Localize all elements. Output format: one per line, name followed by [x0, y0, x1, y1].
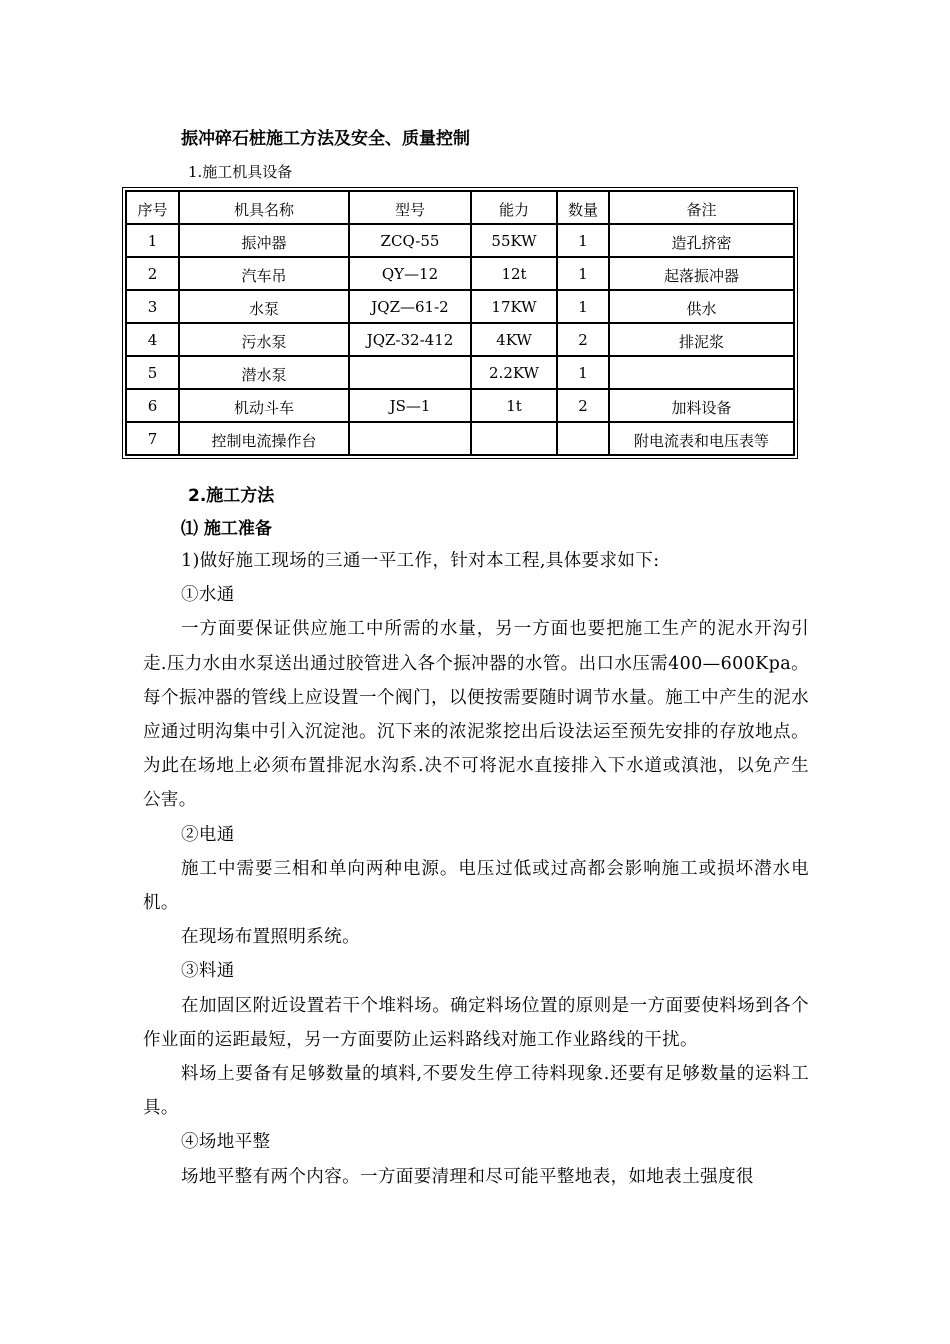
table-cell: 起落振冲器: [609, 257, 794, 290]
table-row: [126, 323, 794, 356]
equipment-table: [125, 190, 795, 456]
paragraph: 1)做好施工现场的三通一平工作，针对本工程,具体要求如下:: [181, 551, 660, 571]
table-cell: 造孔挤密: [609, 224, 794, 257]
table-cell: 55KW: [471, 224, 557, 257]
paragraph: ①水通: [181, 585, 235, 606]
table-cell: [609, 356, 794, 389]
table-cell: 潜水泵: [179, 356, 349, 389]
table-cell: 附电流表和电压表等: [609, 422, 794, 455]
paragraph: 一方面要保证供应施工中所需的水量，另一方面也要把施工生产的泥水开沟引走.压力水由水泵送出通过胶管进入各个振冲器的水管。出口水压需400—600Kpa。每个振冲器的管线上应设置一个阀门，以便按需要随时调节水量。施工中产生的泥水应通过明沟集中引入沉淀池。沉下来的浓泥浆挖出后设法运至预先安排的存放地点。为此在场地上必须布置排泥水沟系.决不可将泥水直接排入下水道或滇池，以免产生公害。: [143, 619, 809, 811]
table-cell: 2: [557, 323, 609, 356]
table-cell: ZCQ-55: [349, 224, 471, 257]
section-title-equipment: 1.施工机具设备: [188, 163, 293, 181]
table-cell: [471, 422, 557, 455]
table-cell: 4KW: [471, 323, 557, 356]
table-cell: 12t: [471, 257, 557, 290]
table-cell: JQZ—61-2: [349, 290, 471, 323]
header-cell: 数量: [557, 191, 609, 224]
table-cell: 3: [126, 290, 179, 323]
table-row: [126, 257, 794, 290]
table-cell: 1t: [471, 389, 557, 422]
table-cell: 振冲器: [179, 224, 349, 257]
table-cell: 水泵: [179, 290, 349, 323]
table-row: [126, 422, 794, 455]
table-cell: QY—12: [349, 257, 471, 290]
table-cell: 1: [557, 257, 609, 290]
paragraph: 在加固区附近设置若干个堆料场。确定料场位置的原则是一方面要使料场到各个作业面的运距最短，另一方面要防止运料路线对施工作业路线的干扰。: [143, 995, 809, 1050]
paragraph: ④场地平整: [181, 1132, 271, 1153]
document-title: 振冲碎石桩施工方法及安全、质量控制: [181, 129, 470, 149]
table-cell: [557, 422, 609, 455]
paragraph: 施工中需要三相和单向两种电源。电压过低或过高都会影响施工或损坏潜水电机。: [143, 858, 809, 914]
table-cell: 2.2KW: [471, 356, 557, 389]
paragraph: ③料通: [181, 961, 235, 982]
table-cell: 污水泵: [179, 323, 349, 356]
header-cell: 型号: [349, 191, 471, 224]
table-cell: 汽车吊: [179, 257, 349, 290]
table-cell: 供水: [609, 290, 794, 323]
table-cell: 排泥浆: [609, 323, 794, 356]
table-cell: 1: [557, 356, 609, 389]
table-cell: [349, 422, 471, 455]
body-text: [143, 544, 809, 1194]
table-row: [126, 290, 794, 323]
header-cell: 序号: [126, 191, 179, 224]
table-cell: 6: [126, 389, 179, 422]
table-cell: [349, 356, 471, 389]
header-cell: 机具名称: [179, 191, 349, 224]
paragraph: 场地平整有两个内容。一方面要清理和尽可能平整地表，如地表土强度很: [181, 1166, 754, 1187]
table-cell: 控制电流操作台: [179, 422, 349, 455]
table-cell: 1: [126, 224, 179, 257]
table-cell: 2: [557, 389, 609, 422]
paragraph: 料场上要备有足够数量的填料,不要发生停工待料现象.还要有足够数量的运料工具。: [143, 1064, 809, 1119]
table-cell: JQZ-32-412: [349, 323, 471, 356]
paragraph: 在现场布置照明系统。: [181, 927, 360, 948]
table-cell: 1: [557, 224, 609, 257]
table-row: [126, 356, 794, 389]
table-cell: 17KW: [471, 290, 557, 323]
table-row: [126, 224, 794, 257]
table-header-row: [126, 191, 794, 224]
table-cell: 机动斗车: [179, 389, 349, 422]
subsection-title-preparation: ⑴ 施工准备: [181, 519, 272, 539]
table-cell: 2: [126, 257, 179, 290]
section-title-method: 2.施工方法: [188, 486, 275, 506]
table-cell: 5: [126, 356, 179, 389]
table-cell: 1: [557, 290, 609, 323]
table-cell: 7: [126, 422, 179, 455]
table-cell: 加料设备: [609, 389, 794, 422]
table-cell: 4: [126, 323, 179, 356]
table-cell: JS—1: [349, 389, 471, 422]
paragraph: ②电通: [181, 824, 235, 845]
header-cell: 备注: [609, 191, 794, 224]
header-cell: 能力: [471, 191, 557, 224]
table-row: [126, 389, 794, 422]
